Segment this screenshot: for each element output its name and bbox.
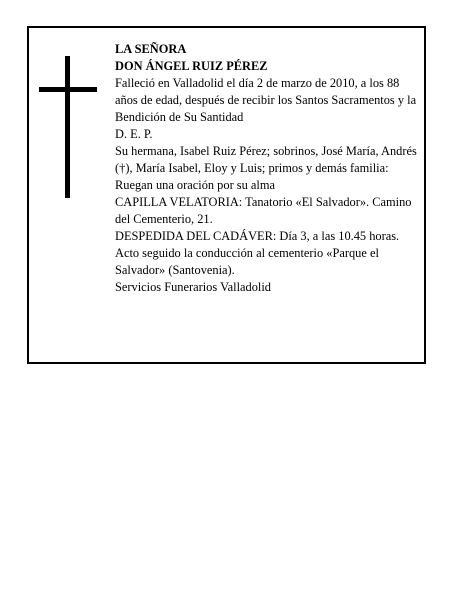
- chapel-info: CAPILLA VELATORIA: Tanatorio «El Salvador». Camino del Cementerio, 21.: [115, 195, 412, 226]
- notice-body: [115, 41, 420, 296]
- heading-title: LA SEÑORA: [115, 42, 187, 56]
- cross-icon: [39, 56, 99, 198]
- obituary-notice: [27, 26, 426, 364]
- death-announcement: Falleció en Valladolid el día 2 de marzo de 2010, a los 88 años de edad, después de recibir los Santos Sacramentos y la Bendición de Su Santidad: [115, 76, 417, 124]
- cross-horizontal-bar: [39, 87, 97, 92]
- funeral-services: Servicios Funerarios Valladolid: [115, 280, 272, 294]
- family-text: Su hermana, Isabel Ruiz Pérez; sobrinos, José María, Andrés (†), María Isabel, Eloy y Luis; primos y demás familia:: [115, 144, 417, 175]
- farewell-info: DESPEDIDA DEL CADÁVER: Día 3, a las 10.45 horas. Acto seguido la conducción al cementerio «Parque el Salvador» (Santovenia).: [115, 229, 400, 277]
- rip-text: D. E. P.: [115, 127, 153, 141]
- prayer-request: Ruegan una oración por su alma: [115, 178, 275, 192]
- cross-vertical-bar: [65, 56, 70, 198]
- heading-name: DON ÁNGEL RUIZ PÉREZ: [115, 59, 268, 73]
